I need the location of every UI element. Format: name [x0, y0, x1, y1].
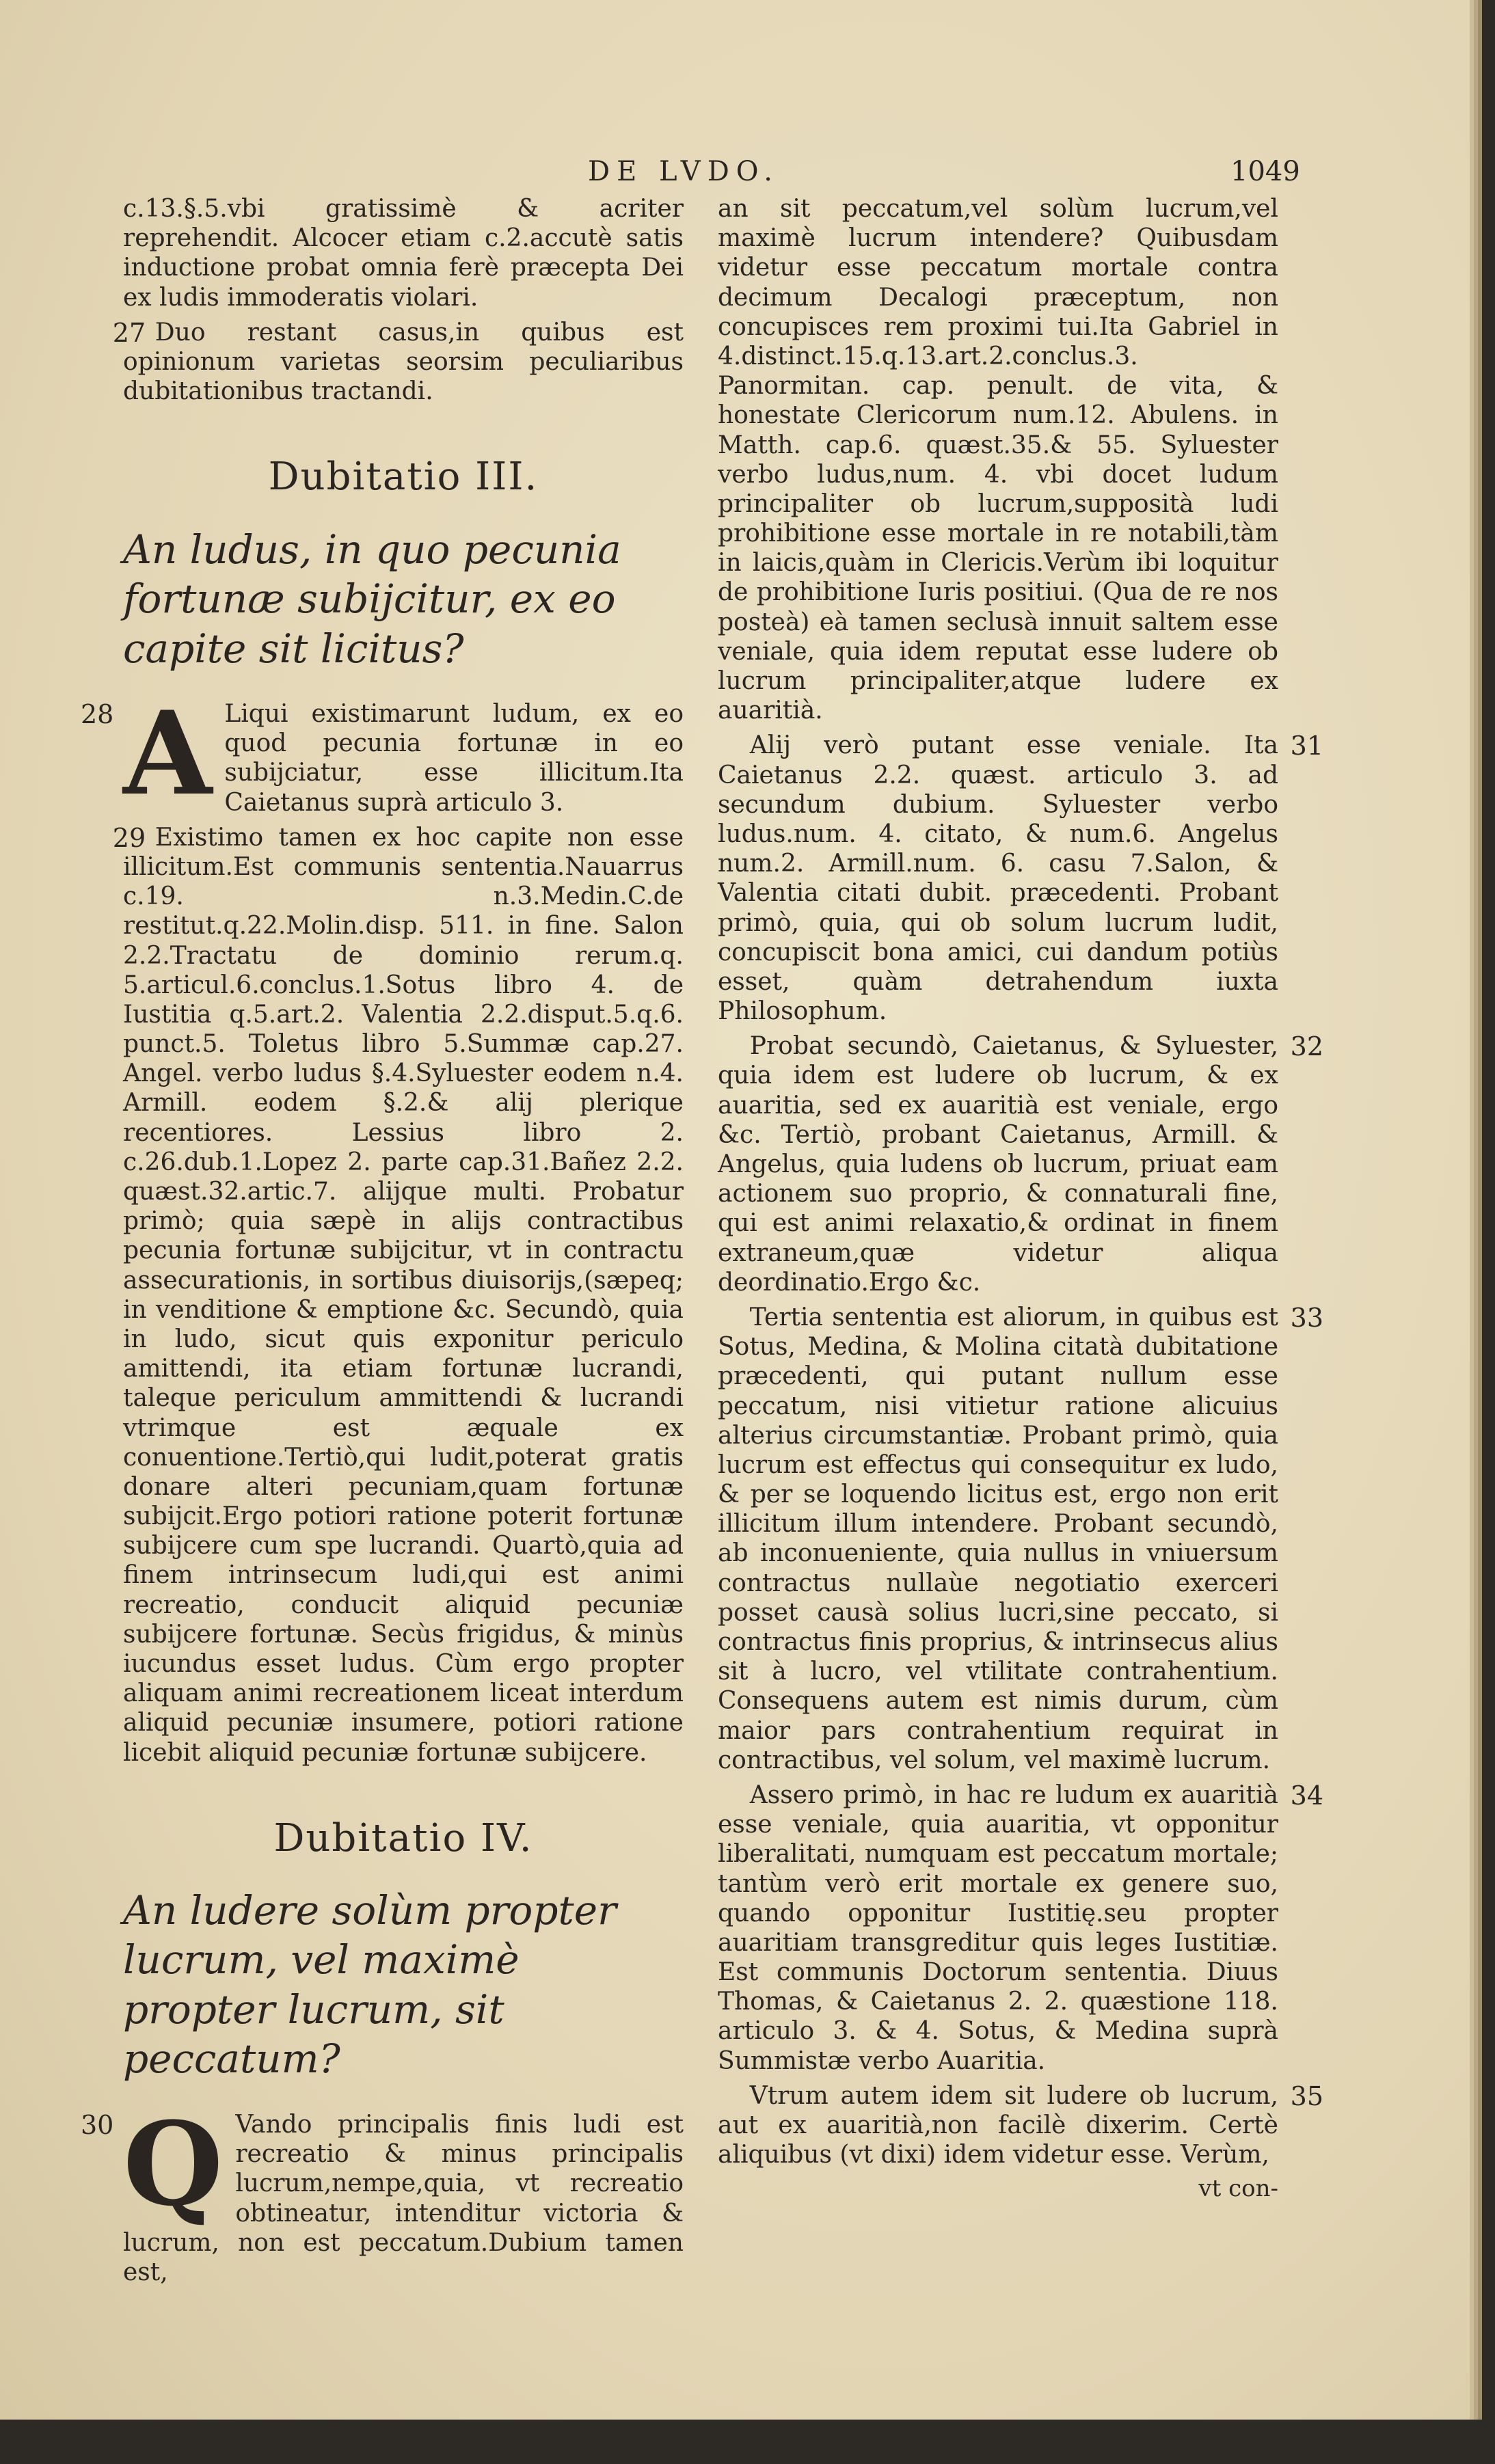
- paragraph-text: Liqui existimarunt ludum, ex eo quod pecunia fortunæ in eo subijciatur, esse illicitum.Ita Caietanus suprà articulo 3.: [224, 700, 684, 817]
- paragraph-33: [718, 1302, 1323, 1775]
- paragraph-29: [112, 822, 684, 1768]
- margin-number: 29: [112, 822, 146, 853]
- section-heading: Dubitatio III.: [268, 455, 539, 500]
- paragraph-text: Vando principalis finis ludi est recreatio & minus principalis lucrum,nempe,quia, vt recreatio obtineatur, intenditur victoria & lucrum, non est peccatum.Dubium tamen est,: [123, 2110, 684, 2286]
- paragraph-30: [81, 2096, 684, 2287]
- paragraph-31: [718, 731, 1323, 1026]
- drop-capital: A: [123, 686, 213, 821]
- catchword: vt con-: [1198, 2175, 1278, 2203]
- margin-number: 35: [1290, 2081, 1323, 2111]
- page-number: 1049: [1230, 156, 1300, 187]
- paragraph-text: Vtrum autem idem sit ludere ob lucrum, aut ex auaritià,non facilè dixerim. Certè aliquibus (vt dixi) idem videtur esse. Verùm,: [718, 2081, 1278, 2169]
- paragraph: an sit peccatum,vel solùm lucrum,vel maximè lucrum intendere? Quibusdam videtur esse peccatum mortale contra decimum Decalogi præceptum, non concupisces rem proximi tui.Ita Gabriel in 4.distinct.15.q.13.art.2.conclus.3. Panormitan. cap. penult. de vita, & honestate Clericorum num.12. Abulens. in Matth. cap.6. quæst.35.& 55. Syluester verbo ludus,num. 4. vbi docet ludum principaliter ob lucrum,supposità ludi prohibitione esse mortale in re notabili,tàm in laicis,quàm in Clericis.Verùm ibi loquitur de prohibitione Iuris positiui. (Qua de re nos posteà) eà tamen seclusà innuit saltem esse veniale, quia idem reputat esse ludere ob lucrum principaliter,atque ludere ex auaritià.: [718, 195, 1278, 725]
- paragraph-text: Tertia sententia est aliorum, in quibus est Sotus, Medina, & Molina citatà dubitatione præcedenti, qui putant nullum esse peccatum, nisi vitietur ratione alicuius alterius circumstantiæ. Probant primò, quia lucrum est effectus qui consequitur ex ludo, & per se loquendo licitus est, ergo non erit illicitum illum intendere. Probant secundò, ab inconueniente, quia nullus in vniuersum contractus nullaùe negotiatio exerceri posset causà solius lucri,sine peccato, si contractus finis proprius, & intrinsecus alius sit à lucro, vel vtilitate contrahentium. Consequens autem est nimis durum, cùm maior pars contrahentium requirat in contractibus, vel solum, vel maximè lucrum.: [718, 1303, 1278, 1774]
- paragraph-35: [718, 2081, 1323, 2170]
- margin-number: 27: [112, 317, 146, 348]
- paragraph-text: Probat secundò, Caietanus, & Syluester, quia idem est ludere ob lucrum, & ex auaritia, sed ex auaritià est veniale, ergo &c. Tertiò, probant Caietanus, Armill. & Angelus, quia ludens ob lucrum, priuat eam actionem suo proprio, & connaturali fine, qui est animi relaxatio,& ordinat in finem extraneum,quæ videtur aliqua deordinatio.Ergo &c.: [718, 1032, 1278, 1297]
- paragraph-text: Alij verò putant esse veniale. Ita Caietanus 2.2. quæst. articulo 3. ad secundum dubium. Syluester verbo ludus.num. 4. citato, & num.6. Angelus num.2. Armill.num. 6. casu 7.Salon, & Valentia citati dubit. præcedenti. Probant primò, quia, qui ob solum lucrum ludit, concupiscit bona amici, cui dandum potiùs esset, quàm detrahendum iuxta Philosophum.: [718, 731, 1278, 1026]
- paragraph-32: [718, 1031, 1323, 1297]
- paragraph-text: Assero primò, in hac re ludum ex auaritià esse veniale, quia auaritia, vt opponitur liberalitati, numquam est peccatum mortale; tantùm verò erit mortale ex genere suo, quando opponitur Iustitię.seu propter auaritiam transgreditur quis leges Iustitiæ. Est communis Doctorum sententia. Diuus Thomas, & Caietanus 2. 2. quæstione 118. articulo 3. & 4. Sotus, & Medina suprà Summistæ verbo Auaritia.: [718, 1781, 1278, 2075]
- paragraph-28: [81, 686, 684, 821]
- paragraph-27: [112, 317, 684, 407]
- drop-capital: Q: [123, 2096, 224, 2232]
- paragraph-text: Existimo tamen ex hoc capite non esse illicitum.Est communis sententia.Nauarrus c.19. n.3.Medin.C.de restitut.q.22.Molin.disp. 511. in fine. Salon 2.2.Tractatu de dominio rerum.q. 5.articul.6.conclus.1.Sotus libro 4. de Iustitia q.5.art.2. Valentia 2.2.disput.5.q.6. punct.5. Toletus libro 5.Summæ cap.27. Angel. verbo ludus §.4.Syluester eodem n.4. Armill. eodem §.2.& alij plerique recentiores. Lessius libro 2. c.26.dub.1.Lopez 2. parte cap.31.Bañez 2.2. quæst.32.artic.7. alijque multi. Probatur primò; quia sæpè in alijs contractibus pecunia fortunæ subijcitur, vt in contractu assecurationis, in sortibus diuisorijs,(sæpeq; in venditione & emptione &c. Secundò, quia in ludo, sicut quis exponitur periculo amittendi, ita etiam fortunæ lucrandi, taleque periculum ammittendi & lucrandi vtrimque est æquale ex conuentione.Tertiò,qui ludit,poterat gratis donare alteri pecuniam,quam fortunæ subijcit.Ergo potiori ratione poterit fortunæ subijcere cum spe lucrandi. Quartò,quia ad finem intrinsecum ludi,qui est animi recreatio, conducit aliquid pecuniæ subijcere fortunæ. Secùs frigidus, & minùs iucundus esset ludus. Cùm ergo propter aliquam animi recreationem liceat interdum aliquid pecuniæ insumere, potiori ratione licebit aliquid pecuniæ fortunæ subijcere.: [123, 823, 684, 1767]
- margin-number: 31: [1290, 731, 1323, 761]
- margin-number: 32: [1290, 1031, 1323, 1062]
- paragraph: c.13.§.5.vbi gratissimè & acriter reprehendit. Alcocer etiam c.2.accutè satis inductione probat omnia ferè præcepta Dei ex ludis immoderatis violari.: [123, 195, 684, 312]
- margin-number: 30: [81, 2109, 114, 2140]
- margin-number: 28: [81, 699, 114, 729]
- paragraph-34: [718, 1780, 1323, 2076]
- margin-number: 34: [1290, 1780, 1323, 1811]
- margin-number: 33: [1290, 1302, 1323, 1333]
- section-heading: Dubitatio IV.: [273, 1815, 533, 1860]
- section-question: An ludere solùm propter lucrum, vel maximè propter lucrum, sit peccatum?: [123, 1886, 617, 2083]
- section-question: An ludus, in quo pecunia fortunæ subijcitur, ex eo capite sit licitus?: [123, 526, 621, 672]
- right-column: [718, 194, 1323, 2203]
- left-column: [81, 194, 684, 2292]
- running-head: [0, 156, 1470, 197]
- paragraph-text: Duo restant casus,in quibus est opinionum varietas seorsim peculiaribus dubitationibus tractandi.: [123, 318, 684, 406]
- running-title: DE LVDO.: [588, 156, 779, 187]
